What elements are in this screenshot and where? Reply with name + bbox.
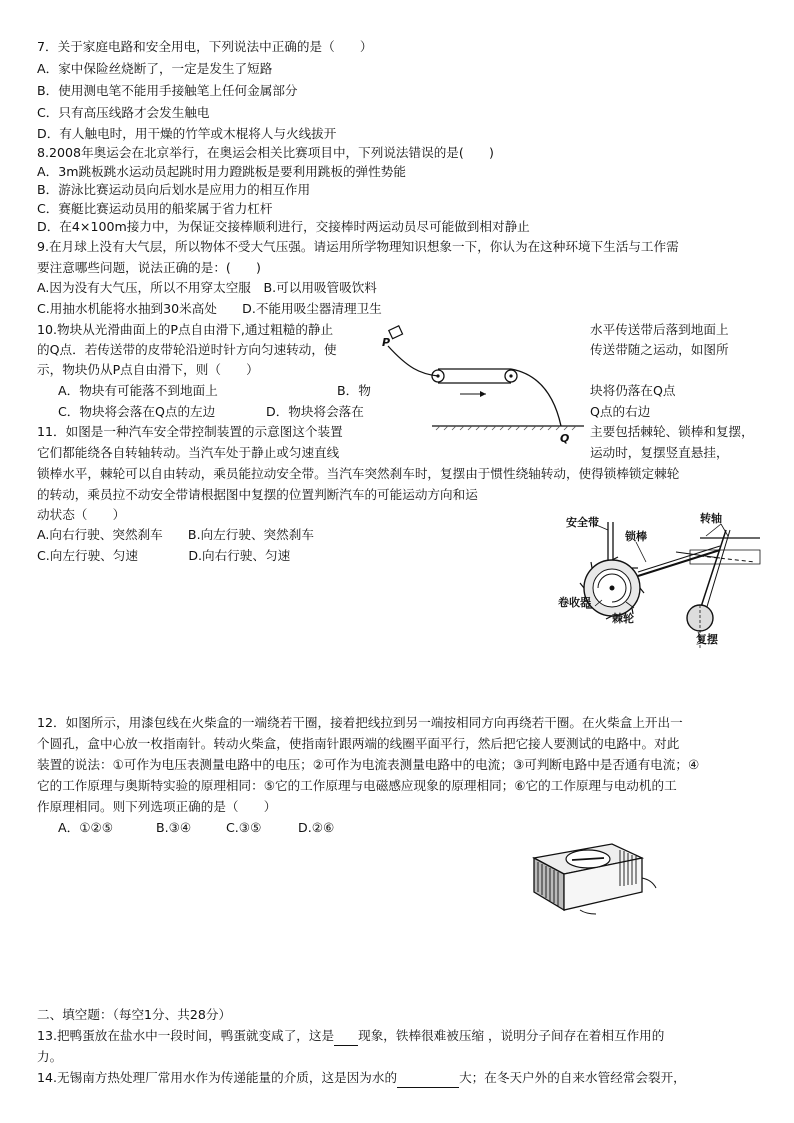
q12-options [58, 818, 334, 837]
q12-option-d: D.②⑥ [298, 820, 335, 835]
q7-option-d: D．有人触电时，用干燥的竹竿或木棍将人与火线拔开 [37, 126, 337, 141]
q7-option-a: A．家中保险丝烧断了，一定是发生了短路 [37, 61, 273, 76]
q10-option-b-left: B．物 [337, 383, 371, 398]
q12-option-a: A．①②⑤ [58, 820, 114, 835]
q14-line1 [37, 1068, 686, 1088]
q9-stem-line2: 要注意哪些问题，说法正确的是：( ) [37, 260, 261, 275]
q11-line5: 动状态（ ） [37, 507, 126, 522]
q7-stem: 7．关于家庭电路和安全用电，下列说法中正确的是（ ） [37, 39, 373, 54]
q12-line3: 装置的说法：①可作为电压表测量电路中的电压；②可作为电流表测量电路中的电流；③可判断电路中是否通有电流；④ [37, 757, 700, 772]
q11-line1-right: 主要包括棘轮、锁棒和复摆， [590, 424, 754, 439]
q12-line1: 12．如图所示，用漆包线在火柴盒的一端绕若干圈，接着把线拉到另一端按相同方向再绕若干圈。在火柴盒上开出一 [37, 715, 683, 730]
label-ratchet: 棘轮 [612, 612, 634, 625]
q13-line2: 力。 [37, 1049, 63, 1064]
q11-options-ab: A.向右行驶、突然刹车 B.向左行驶、突然刹车 [37, 527, 314, 542]
q10-line2-left: 的Q点．若传送带的皮带轮沿逆时针方向匀速转动，使 [37, 342, 337, 357]
q10-line1-right: 水平传送带后落到地面上 [590, 322, 729, 337]
q8-option-a: A．3m跳板跳水运动员起跳时用力蹬跳板是要利用跳板的弹性势能 [37, 164, 406, 179]
q10-option-d-right: Q点的右边 [590, 404, 651, 419]
q13-text-after-blank: 现象，铁棒很难被压缩 ，说明分子间存在着相互作用的 [358, 1028, 665, 1043]
q11-line1-left: 11．如图是一种汽车安全带控制装置的示意图这个装置 [37, 424, 343, 439]
q10-conveyor-figure [378, 322, 590, 446]
q10-label-p: P [382, 336, 391, 349]
section2-title: 二、填空题：（每空1分、共28分） [37, 1007, 232, 1022]
label-retractor: 卷收器 [558, 596, 591, 609]
q9-options-cd: C.用抽水机能将水抽到30米高处 D.不能用吸尘器清理卫生 [37, 301, 382, 316]
q14-text-after-blank: 大；在冬天户外的自来水管经常会裂开， [459, 1070, 686, 1085]
q10-option-d-left: D．物块将会落在 [266, 404, 364, 419]
q10-option-b-right: 块将仍落在Q点 [590, 383, 676, 398]
q13-line1 [37, 1026, 664, 1046]
ratchet-wheel [580, 557, 644, 619]
label-lock-bar: 锁棒 [625, 530, 647, 543]
q11-line2-right: 运动时，复摆竖直悬挂， [590, 445, 729, 460]
q14-blank[interactable] [397, 1068, 459, 1088]
q11-line3: 锁棒水平，棘轮可以自由转动，乘员能拉动安全带。当汽车突然刹车时，复摆由于惯性绕轴转动，使得锁棒锁定棘轮 [37, 466, 680, 481]
q10-line2-right: 传送带随之运动，如图所 [590, 342, 729, 357]
q8-option-d: D．在4×100m接力中，为保证交接棒顺利进行，交接棒时两运动员尽可能做到相对静止 [37, 219, 530, 234]
label-axle: 转轴 [700, 512, 722, 525]
q8-option-c: C．赛艇比赛运动员用的船桨属于省力杠杆 [37, 201, 273, 216]
q12-line2: 个圆孔，盒中心放一枚指南针。转动火柴盒，使指南针跟两端的线圈平面平行，然后把它接人要测试的电路中。对此 [37, 736, 680, 751]
q10-line1-left: 10.物块从光滑曲面上的P点自由滑下,通过粗糙的静止 [37, 322, 334, 337]
q10-option-a: A．物块有可能落不到地面上 [58, 383, 218, 398]
q13-text-before-blank: 13.把鸭蛋放在盐水中一段时间，鸭蛋就变咸了，这是 [37, 1028, 335, 1043]
q12-option-c: C.③⑤ [226, 820, 262, 835]
q10-option-c: C．物块将会落在Q点的左边 [58, 404, 216, 419]
q10-line3: 示，物块仍从P点自由滑下，则（ ） [37, 362, 259, 377]
q7-option-c: C．只有高压线路才会发生触电 [37, 105, 210, 120]
q13-blank[interactable] [334, 1026, 358, 1046]
q12-matchbox-figure [520, 828, 660, 916]
q11-line2-left: 它们都能绕各自转轴转动。当汽车处于静止或匀速直线 [37, 445, 340, 460]
q7-option-b: B．使用测电笔不能用手接触笔上任何金属部分 [37, 83, 298, 98]
q14-text-before-blank: 14.无锡南方热处理厂常用水作为传递能量的介质，这是因为水的 [37, 1070, 398, 1085]
q11-options-cd: C.向左行驶、匀速 D.向右行驶、匀速 [37, 548, 291, 563]
q12-line4: 它的工作原理与奥斯特实验的原理相同：⑤它的工作原理与电磁感应现象的原理相同；⑥它的工作原理与电动机的工 [37, 778, 677, 793]
q12-line5: 作原理相同。则下列选项正确的是（ ） [37, 799, 277, 814]
q11-seatbelt-figure [550, 500, 772, 660]
label-pendulum: 复摆 [696, 633, 718, 646]
q9-options-ab: A.因为没有大气压，所以不用穿太空服 B.可以用吸管吸饮料 [37, 280, 377, 295]
q11-line4: 的转动，乘员拉不动安全带请根据图中复摆的位置判断汽车的可能运动方向和运 [37, 487, 478, 502]
q8-stem: 8.2008年奥运会在北京举行，在奥运会相关比赛项目中，下列说法错误的是( ) [37, 145, 494, 160]
q10-label-q: Q [560, 432, 570, 445]
q9-stem-line1: 9.在月球上没有大气层，所以物体不受大气压强。请运用所学物理知识想象一下，你认为在这种环境下生活与工作需 [37, 239, 679, 254]
label-seatbelt: 安全带 [566, 516, 599, 529]
q12-option-b: B.③④ [156, 820, 192, 835]
q8-option-b: B．游泳比赛运动员向后划水是应用力的相互作用 [37, 182, 311, 197]
